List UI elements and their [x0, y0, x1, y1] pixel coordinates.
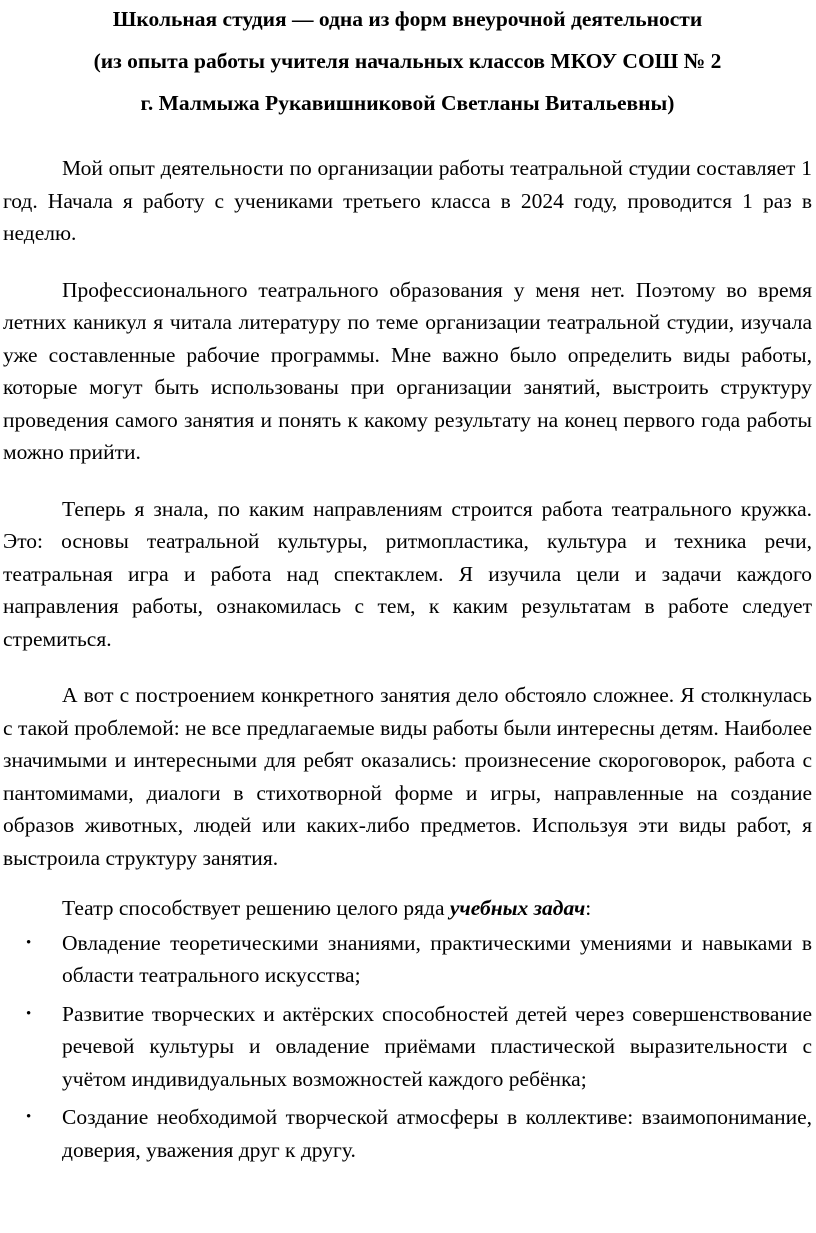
list-item-text: Овладение теоретическими знаниями, практическими умениями и навыками в области театрального искусства; — [62, 930, 812, 987]
list-item — [3, 1101, 812, 1166]
bullet-icon: • — [26, 1005, 32, 1022]
list-item — [3, 998, 812, 1096]
tasks-lead-emphasis: учебных задач — [449, 896, 586, 920]
tasks-list — [3, 927, 812, 1167]
paragraph-lesson-structure: А вот с построением конкретного занятия дело обстояло сложнее. Я столкнулась с такой проблемой: не все предлагаемые виды работы были интересны детям. Наиболее значимыми и интересными для ребят оказались: произнесение скороговорок, работа с пантомимами, диалоги в стихотворной форме и игры, направленные на создание образов животных, людей или каких-либо предметов. Используя эти виды работ, я выстроила структуру занятия. — [3, 683, 812, 870]
list-item-text: Создание необходимой творческой атмосферы в коллективе: взаимопонимание, доверия, уважения друг к другу. — [62, 1105, 812, 1162]
tasks-lead-text: Театр способствует решению целого ряда — [62, 896, 450, 920]
paragraph-education: Профессионального театрального образования у меня нет. Поэтому во время летних каникул я читала литературу по теме организации театральной студии, изучала уже составленные рабочие программы. Мне важно было определить виды работы, которые могут быть использованы при организации занятий, выстроить структуру проведения самого занятия и понять к какому результату на конец первого года работы можно прийти. — [3, 277, 812, 464]
tasks-lead — [3, 892, 812, 925]
tasks-lead-colon: : — [585, 896, 592, 920]
bullet-icon: • — [26, 934, 32, 951]
paragraph-experience: Мой опыт деятельности по организации работы театральной студии составляет 1 год. Начала я работу с учениками третьего класса в 2024 году, проводится 1 раз в неделю. — [3, 156, 812, 245]
bullet-icon: • — [26, 1109, 32, 1125]
document-title-line-1: Школьная студия — одна из форм внеурочной деятельности — [112, 7, 703, 31]
document-title-line-2: (из опыта работы учителя начальных классов МКОУ СОШ № 2 — [93, 49, 722, 73]
list-item — [3, 927, 812, 992]
list-item-text: Развитие творческих и актёрских способностей детей через совершенствование речевой культуры и овладение приёмами пластической выразительности с учётом индивидуальных возможностей каждого ребёнка; — [62, 1001, 812, 1091]
paragraph-directions: Теперь я знала, по каким направлениям строится работа театрального кружка. Это: основы театральной культуры, ритмопластика, культура и техника речи, театральная игра и работа над спектаклем. Я изучила цели и задачи каждого направления работы, ознакомилась с тем, к каким результатам в работе следует стремиться. — [3, 496, 812, 651]
document-title-line-3: г. Малмыжа Рукавишниковой Светланы Витальевны) — [140, 91, 675, 115]
